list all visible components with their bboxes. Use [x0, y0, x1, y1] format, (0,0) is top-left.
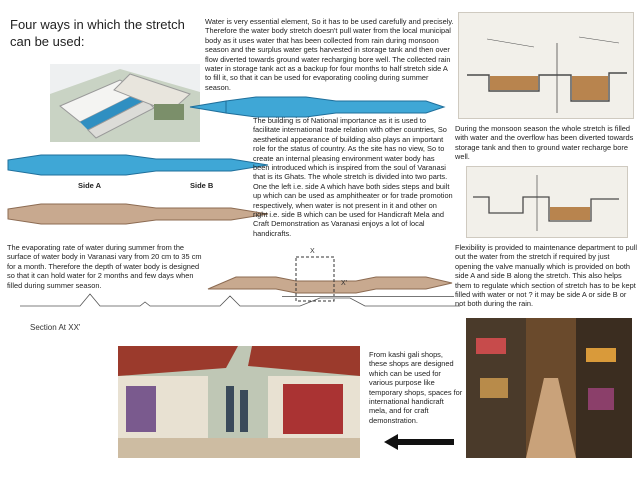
side-b-label: Side B: [190, 181, 214, 190]
section-marker-x-prime: X': [341, 280, 348, 287]
shops-paragraph: From kashi gali shops, these shops are designed which can be used for various purpose like temporary shops, spaces for international handicraft mela, and for craft demonstration.: [369, 350, 463, 425]
section-marker-x: X: [310, 248, 315, 255]
flexibility-paragraph: Flexibility is provided to maintenance department to pull out the water from the stretch if required by just opening the valve manually which is provided on both side A and side B along the stretch. This also helps them to regulate which section of stretch has to be kept filled with water or not ? it may be side A or side B or not both during the rain.: [455, 243, 637, 309]
national-importance-paragraph: The building is of National importance as it is used to facilitate international trade relation with other countries, So aesthetical appearance of building also plays an important role for the status of country. As the site has no view, So to create an internal pleasing environment water body has been introduced which is inspired from the soul of Varanasi that is its Ghats. The whole stretch is divided into two parts. One the left i.e. side A which have both sides steps and built up which can be used as amphitheater or for trade promotion respectively, when water is not present in it and other on right i.e. side B which can be used for Handicraft Mela and Craft Demonstration as Varanasi enjoys a lot of local handicrafts.: [253, 116, 453, 238]
stretch-plan-dry: [6, 201, 276, 229]
side-a-label: Side A: [78, 181, 102, 190]
shops-render-image: [118, 346, 360, 458]
section-scale-line: [282, 296, 454, 297]
section-label: Section At XX': [30, 323, 81, 332]
monsoon-section-sketch: [458, 12, 634, 119]
water-paragraph: Water is very essential element, So it has to be used carefully and precisely. Therefore the water body stretch doesn't pull water from the local municipal body as it uses water that has been collected from rain during monsoon season and the surplus water gets harvested in storage tank and then over flow diverted towards ground water recharging bore well. The collected rain water in storage tank act as a backup for four months to half stretch side A to fill it, so that it can be used for evaporating cooling during summer season.: [205, 17, 454, 92]
left-arrow-icon: [384, 434, 454, 450]
monsoon-paragraph: During the monsoon season the whole stretch is filled with water and the overflow has been diverted towards storage tank and then to ground water recharge bore well.: [455, 124, 634, 162]
stretch-plan-side-a-filled: [6, 152, 276, 180]
page-title: Four ways in which the stretch can be used:: [10, 17, 185, 49]
flexibility-section-sketch: [466, 166, 628, 238]
market-photo: [466, 318, 632, 458]
section-profile: [20, 282, 460, 312]
evaporating-paragraph: The evaporating rate of water during summer from the surface of water body in Varanasi vary from 20 cm to 35 cm for a month. Therefore the depth of water body is designed so that it can hold water for 2 months and few days when filled during summer season.: [7, 243, 202, 290]
